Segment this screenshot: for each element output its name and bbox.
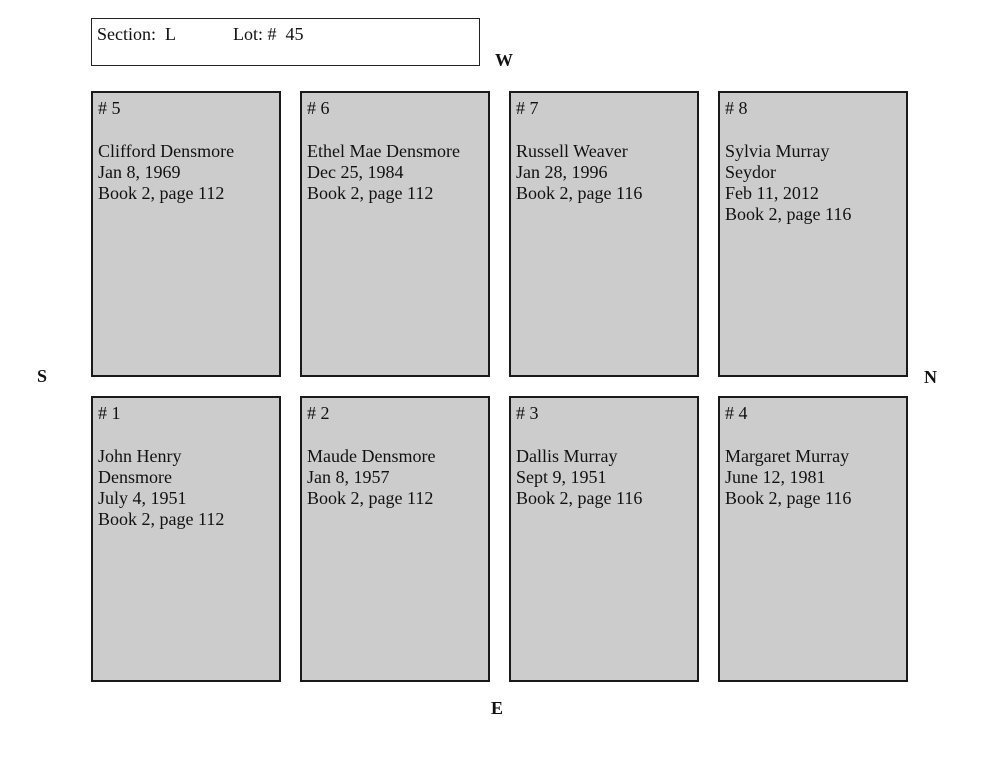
plot-date: Feb 11, 2012 (725, 183, 819, 204)
plot-name: Sylvia Murray (725, 140, 830, 161)
plot-date: July 4, 1951 (98, 488, 187, 509)
lot-header-box (91, 18, 480, 66)
plot-number: # 1 (98, 403, 121, 423)
plot-date: June 12, 1981 (725, 466, 826, 487)
plot-date: Jan 8, 1957 (307, 466, 390, 487)
plot-record: Book 2, page 112 (98, 509, 225, 530)
plot-name: Ethel Mae Densmore (307, 140, 460, 161)
plot-date: Jan 8, 1969 (98, 161, 181, 182)
plot-8 (718, 91, 908, 377)
plot-date: Jan 28, 1996 (516, 161, 608, 182)
section-label: Section: L (97, 24, 176, 44)
plot-name: Maude Densmore (307, 445, 436, 466)
compass-east: E (491, 698, 504, 718)
plot-7 (509, 91, 699, 377)
plot-3 (509, 396, 699, 682)
plot-record: Book 2, page 112 (98, 183, 225, 204)
plot-4 (718, 396, 908, 682)
plot-record: Book 2, page 116 (516, 488, 643, 509)
plot-name-continued: Densmore (98, 466, 172, 487)
plot-record: Book 2, page 116 (516, 183, 643, 204)
plot-number: # 6 (307, 98, 330, 118)
plot-date: Sept 9, 1951 (516, 466, 607, 487)
plot-name: Clifford Densmore (98, 140, 235, 161)
plot-number: # 8 (725, 98, 748, 118)
plot-record: Book 2, page 112 (307, 488, 434, 509)
plot-name-continued: Seydor (725, 161, 776, 182)
plot-name: Margaret Murray (725, 445, 850, 466)
plot-number: # 2 (307, 403, 330, 423)
plot-2 (300, 396, 490, 682)
plot-1 (91, 396, 281, 682)
compass-south: S (37, 366, 48, 386)
plot-record: Book 2, page 112 (307, 183, 434, 204)
plot-record: Book 2, page 116 (725, 488, 852, 509)
plot-5 (91, 91, 281, 377)
plot-name: Russell Weaver (516, 140, 628, 161)
lot-number-label: Lot: # 45 (233, 24, 304, 44)
plot-number: # 4 (725, 403, 748, 423)
plot-record: Book 2, page 116 (725, 204, 852, 225)
plot-name: Dallis Murray (516, 445, 618, 466)
plot-number: # 7 (516, 98, 539, 118)
plot-6 (300, 91, 490, 377)
plot-date: Dec 25, 1984 (307, 161, 404, 182)
compass-north: N (924, 367, 937, 387)
plot-number: # 5 (98, 98, 121, 118)
plot-number: # 3 (516, 403, 539, 423)
compass-west: W (495, 50, 513, 70)
plot-name: John Henry (98, 445, 182, 466)
